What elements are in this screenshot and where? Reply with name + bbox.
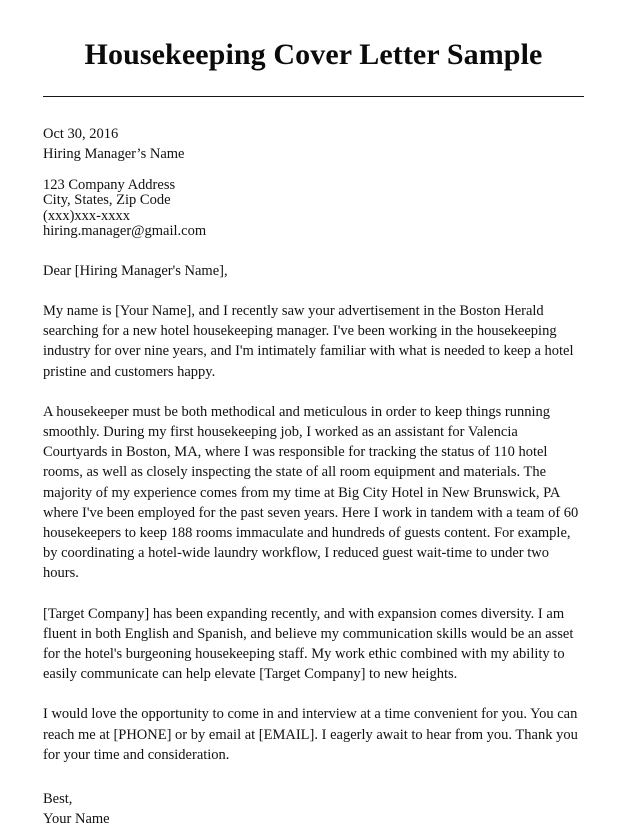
recipient-address-block bbox=[43, 178, 584, 240]
recipient-name: Hiring Manager’s Name bbox=[43, 145, 185, 162]
letter-paragraph-4: I would love the opportunity to come in and interview at a time convenient for you. You can reach me at [PHONE] or by email at [EMAIL]. I eagerly await to hear from you. Thank you for your time and consideration. bbox=[43, 706, 582, 763]
address-street: 123 Company Address bbox=[43, 176, 176, 193]
letter-paragraph-1: My name is [Your Name], and I recently saw your advertisement in the Boston Herald searching for a new hotel housekeeping manager. I've been working in the housekeeping industry for over nine years, and I'm intimately familiar with what is needed to keep a hotel pristine and customers happy. bbox=[43, 302, 578, 380]
letter-closing bbox=[43, 789, 584, 829]
letter-header bbox=[43, 124, 584, 164]
page-title: Housekeeping Cover Letter Sample bbox=[84, 38, 543, 71]
letter-date: Oct 30, 2016 bbox=[43, 125, 119, 142]
letter-paragraph-2: A housekeeper must be both methodical and meticulous in order to keep things running smoothly. During my first housekeeping job, I worked as an assistant for Valencia Courtyards in Boston, MA, where I was responsible for tracking the status of 110 hotel rooms, as well as closely inspecting the state of all room equipment and materials. The majority of my experience comes from my time at Big City Hotel in New Brunswick, PA where I've been employed for the past seven years. Here I work in tandem with a team of 60 housekeepers to keep 188 rooms immaculate and hundreds of guests content. For example, by coordinating a hotel-wide laundry workflow, I reduced guest wait-time to under two hours. bbox=[43, 403, 582, 582]
letter-paragraph-3: [Target Company] has been expanding recently, and with expansion comes diversity. I am fluent in both English and Spanish, and believe my communication skills would be an asset for the hotel's burgeoning housekeeping staff. My work ethic combined with my ability to easily communicate can help elevate [Target Company] to new heights. bbox=[43, 605, 578, 683]
document-content bbox=[43, 0, 584, 829]
address-city-state-zip: City, States, Zip Code bbox=[43, 192, 171, 209]
title-divider bbox=[43, 96, 584, 97]
letter-salutation: Dear [Hiring Manager's Name], bbox=[43, 262, 228, 279]
closing-valediction: Best, bbox=[43, 791, 73, 808]
address-email: hiring.manager@gmail.com bbox=[43, 223, 207, 240]
address-phone: (xxx)xxx-xxxx bbox=[43, 207, 130, 224]
signature-name: Your Name bbox=[43, 811, 110, 828]
